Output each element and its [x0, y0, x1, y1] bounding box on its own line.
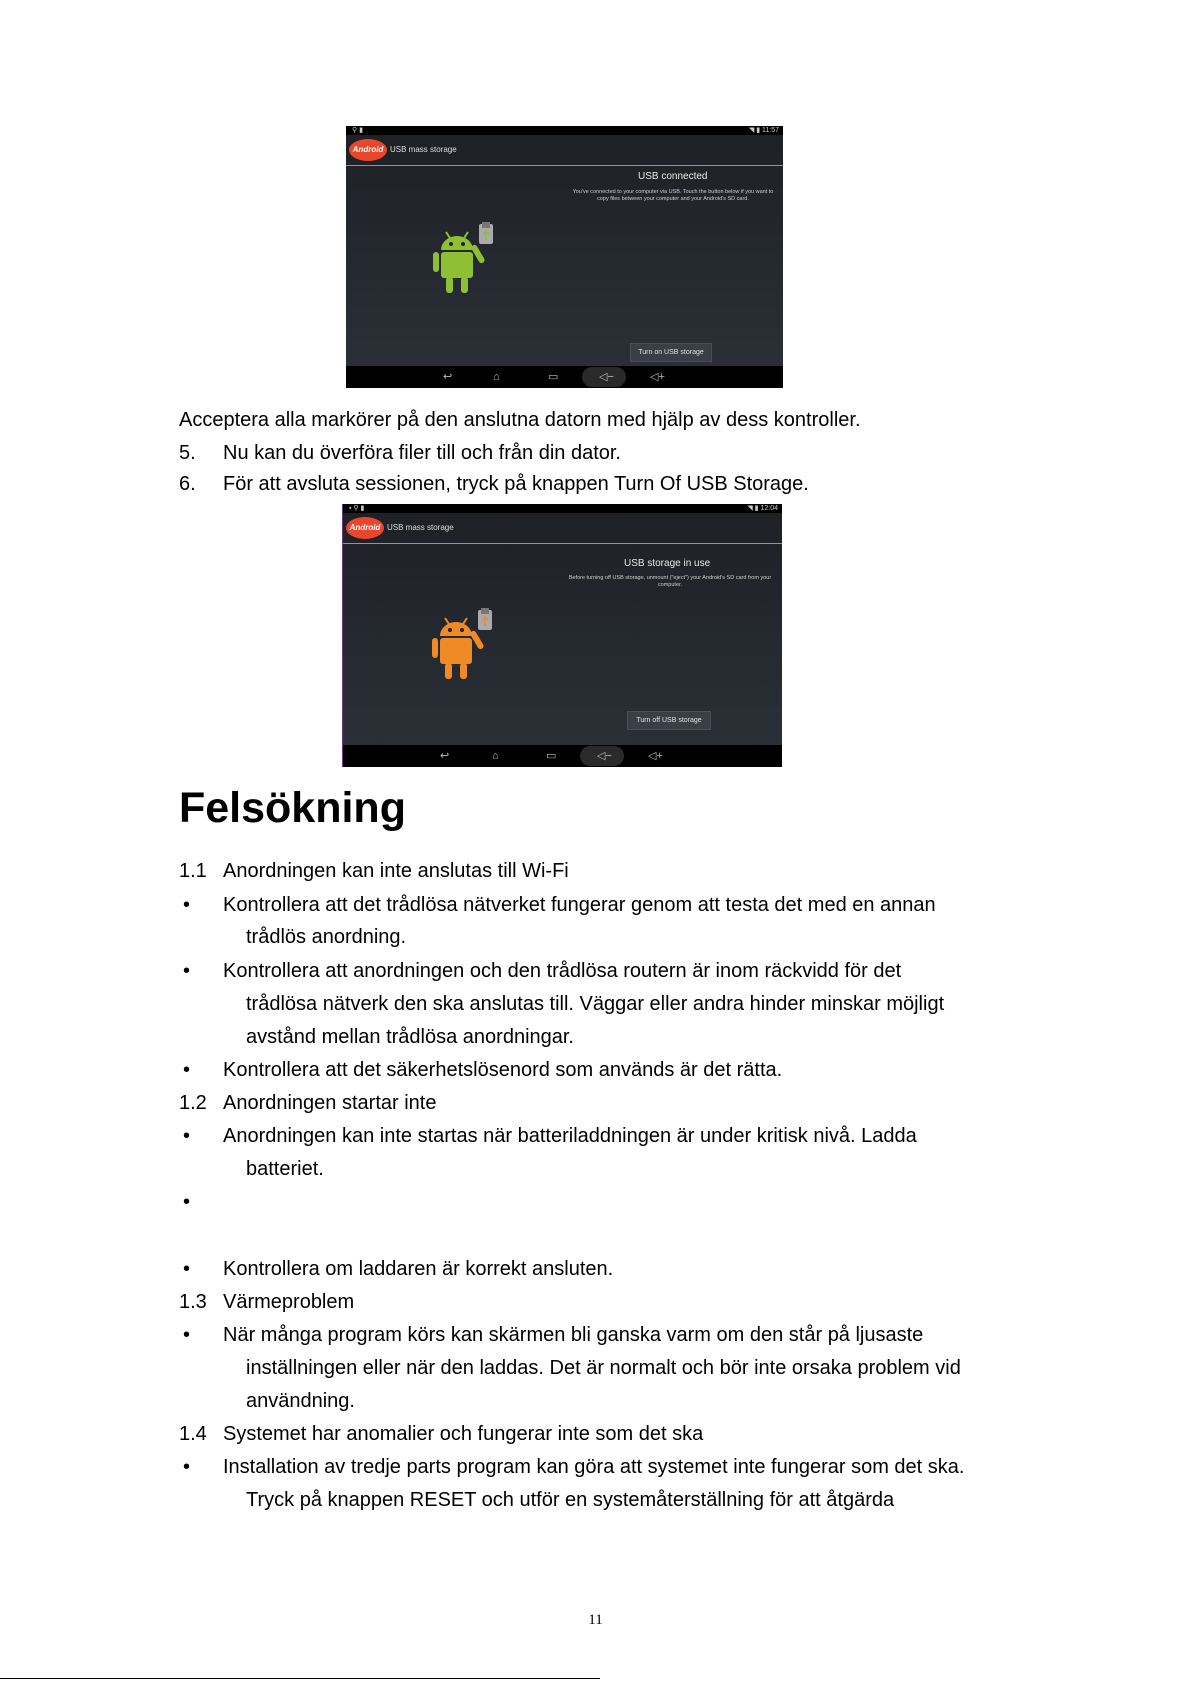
- bullet-item: [179, 959, 901, 983]
- bullet-item: [179, 1124, 917, 1148]
- action-bar: [346, 135, 783, 166]
- status-icons-left: ▪ ⚲ ▮: [349, 505, 365, 512]
- footer-rule: [0, 1678, 600, 1679]
- volume-down-icon[interactable]: ◁−: [599, 371, 614, 383]
- bullet-text: När många program körs kan skärmen bli ganska varm om den står på ljusaste: [223, 1324, 924, 1346]
- android-logo: Android: [349, 139, 387, 161]
- bullet-continuation: avstånd mellan trådlösa anordningar.: [246, 1026, 574, 1048]
- usb-in-use-screenshot: [342, 504, 782, 767]
- action-bar: [343, 513, 782, 544]
- bullet-icon: •: [183, 1456, 191, 1478]
- bullet-item-empty: [179, 1190, 223, 1214]
- wifi-icon: ◥ ▮: [748, 127, 762, 134]
- bullet-icon: •: [183, 960, 191, 982]
- bullet-continuation: Tryck på knappen RESET och utför en systemåterställning för att åtgärda: [246, 1489, 895, 1511]
- bullet-continuation: användning.: [246, 1390, 355, 1412]
- bullet-icon: •: [183, 1258, 191, 1280]
- navigation-bar: [346, 366, 783, 388]
- bullet-continuation: trådlösa nätverk den ska anslutas till. Väggar eller andra hinder minskar möjligt: [246, 993, 945, 1015]
- section-1-3: [179, 1290, 354, 1314]
- action-bar-title: USB mass storage: [390, 145, 457, 154]
- bullet-item: [179, 1455, 964, 1479]
- bullet-text: Anordningen kan inte startas när batteriladdningen är under kritisk nivå. Ladda: [223, 1125, 917, 1147]
- step-text: För att avsluta sessionen, tryck på knappen Turn Of USB Storage.: [223, 473, 809, 495]
- step-5: [179, 441, 621, 465]
- android-logo: Android: [346, 517, 384, 539]
- volume-up-icon[interactable]: ◁+: [648, 750, 663, 762]
- volume-down-icon[interactable]: ◁−: [597, 750, 612, 762]
- android-robot-icon: [430, 608, 500, 688]
- usb-status-description: Before turning off USB storage, unmount ("eject") your Android's SD card from your computer.: [568, 575, 772, 588]
- bullet-item: [179, 1323, 923, 1347]
- step-text: Nu kan du överföra filer till och från din dator.: [223, 442, 621, 464]
- recents-icon[interactable]: ▭: [546, 750, 557, 762]
- section-number: 1.2: [179, 1092, 207, 1114]
- bullet-icon: •: [183, 894, 191, 916]
- section-number: 1.1: [179, 860, 207, 882]
- status-bar: [343, 504, 782, 513]
- section-number: 1.4: [179, 1423, 207, 1445]
- home-icon[interactable]: ⌂: [492, 750, 499, 762]
- android-robot-icon: [431, 222, 501, 302]
- bullet-icon: •: [183, 1059, 191, 1081]
- usb-connected-screenshot: [346, 126, 783, 388]
- bullet-continuation: trådlös anordning.: [246, 926, 407, 948]
- section-1-2: [179, 1091, 436, 1115]
- bullet-text: Kontrollera om laddaren är korrekt ansluten.: [223, 1258, 614, 1280]
- bullet-icon: •: [183, 1324, 191, 1346]
- recents-icon[interactable]: ▭: [548, 371, 559, 383]
- status-bar: [346, 126, 783, 135]
- usb-status-title: USB connected: [638, 171, 708, 182]
- section-1-4: [179, 1422, 703, 1446]
- bullet-item: [179, 1257, 613, 1281]
- usb-status-title: USB storage in use: [624, 558, 711, 569]
- page-number: 11: [588, 1612, 603, 1628]
- section-title: Anordningen kan inte anslutas till Wi-Fi: [223, 860, 569, 882]
- bullet-icon: •: [183, 1191, 191, 1213]
- volume-up-icon[interactable]: ◁+: [650, 371, 665, 383]
- section-title: Anordningen startar inte: [223, 1092, 437, 1114]
- bullet-text: Kontrollera att det trådlösa nätverket fungerar genom att testa det med en annan: [223, 894, 936, 916]
- wifi-icon: ◥ ▮: [747, 505, 761, 512]
- bullet-item: [179, 1058, 782, 1082]
- action-bar-title: USB mass storage: [387, 523, 454, 532]
- status-clock: ◥ ▮ 12:04: [747, 505, 778, 512]
- home-icon[interactable]: ⌂: [493, 371, 500, 383]
- navigation-bar: [343, 745, 782, 767]
- bullet-text: Kontrollera att anordningen och den trådlösa routern är inom räckvidd för det: [223, 960, 902, 982]
- step-number: 6.: [179, 473, 196, 495]
- bullet-icon: •: [183, 1125, 191, 1147]
- bullet-item: [179, 893, 936, 917]
- back-icon[interactable]: ↩: [443, 371, 453, 383]
- bullet-text: Kontrollera att det säkerhetslösenord som används är det rätta.: [223, 1059, 783, 1081]
- accept-paragraph: Acceptera alla markörer på den anslutna datorn med hjälp av dess kontroller.: [179, 409, 861, 431]
- step-6: [179, 472, 809, 496]
- section-title: Systemet har anomalier och fungerar inte som det ska: [223, 1423, 704, 1445]
- bullet-text: Installation av tredje parts program kan göra att systemet inte fungerar som det ska.: [223, 1456, 965, 1478]
- turn-off-usb-storage-button[interactable]: Turn off USB storage: [627, 711, 711, 730]
- page-title: Felsökning: [179, 784, 406, 832]
- section-title: Värmeproblem: [223, 1291, 355, 1313]
- bullet-continuation: inställningen eller när den laddas. Det är normalt och bör inte orsaka problem vid: [246, 1357, 961, 1379]
- status-icons-left: ⚲ ▮: [352, 127, 363, 134]
- step-number: 5.: [179, 442, 196, 464]
- back-icon[interactable]: ↩: [440, 750, 450, 762]
- section-number: 1.3: [179, 1291, 207, 1313]
- status-clock: ◥ ▮ 11:57: [748, 127, 779, 134]
- usb-status-description: You've connected to your computer via USB. Touch the button below if you want to copy files between your computer and your Android's SD card.: [572, 189, 774, 202]
- section-1-1: [179, 859, 569, 883]
- turn-on-usb-storage-button[interactable]: Turn on USB storage: [630, 343, 712, 362]
- bullet-continuation: batteriet.: [246, 1158, 324, 1180]
